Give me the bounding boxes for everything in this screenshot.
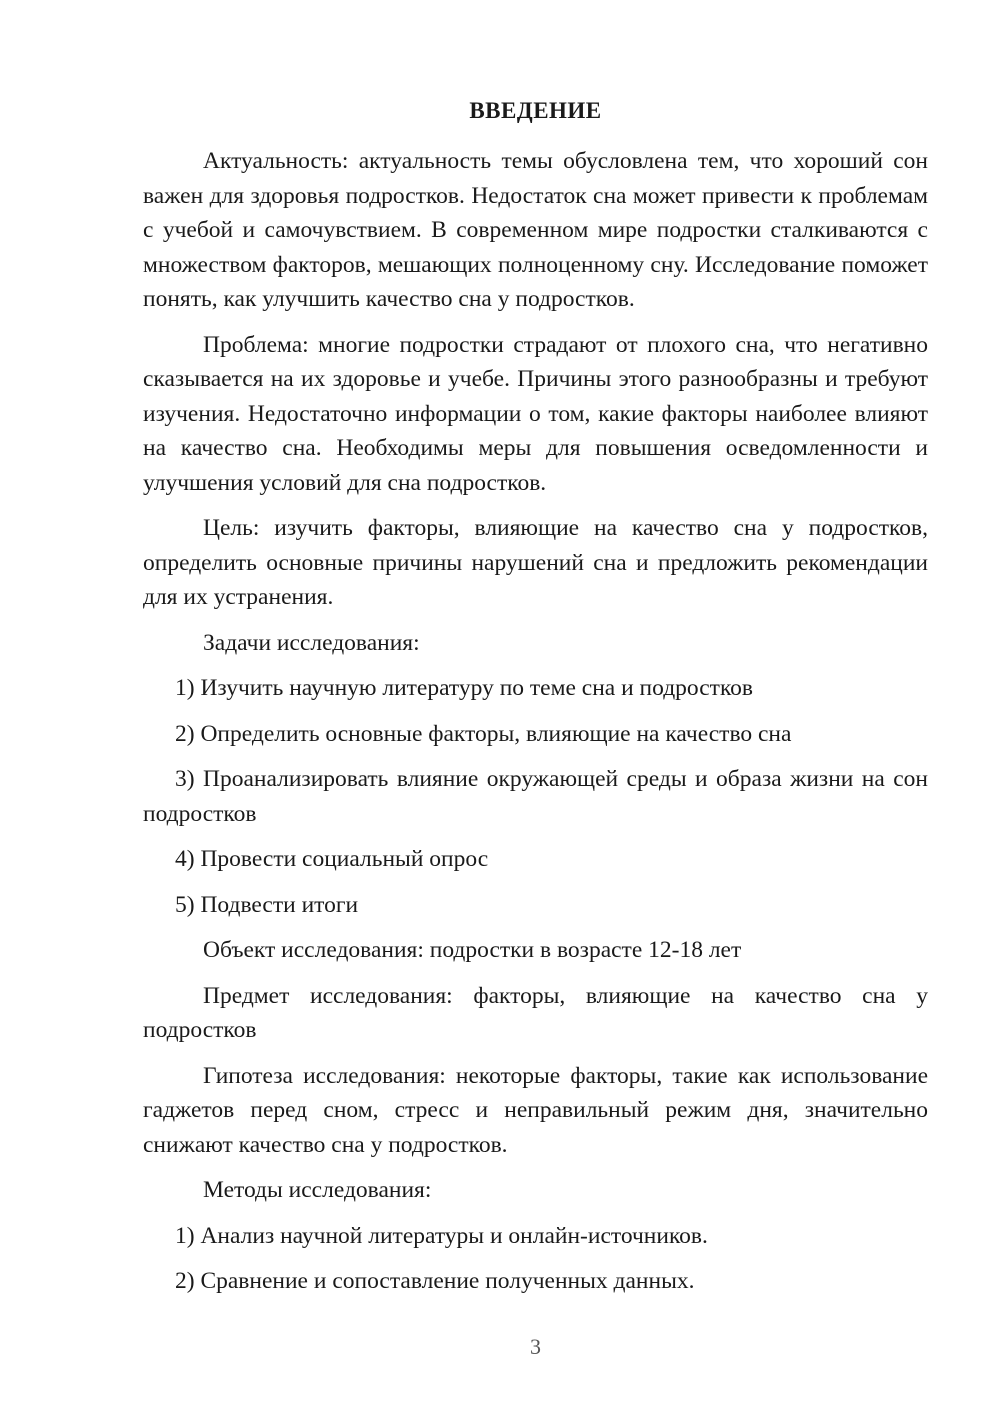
tasks-heading: Задачи исследования:	[203, 629, 420, 656]
paragraph-goal: Цель: изучить факторы, влияющие на качество сна у подростков, определить основные причины нарушений сна и предложить рекомендации для их устранения.	[143, 515, 928, 610]
method-item: 1) Анализ научной литературы и онлайн-источников.	[175, 1222, 708, 1249]
method-item: 2) Сравнение и сопоставление полученных данных.	[175, 1268, 695, 1294]
task-item: 5) Подвести итоги	[175, 891, 359, 918]
paragraph-object: Объект исследования: подростки в возрасте 12-18 лет	[203, 937, 742, 963]
document-page	[143, 0, 928, 1414]
task-item: 2) Определить основные факторы, влияющие на качество сна	[175, 720, 792, 747]
methods-heading: Методы исследования:	[203, 1177, 432, 1203]
paragraph-hypothesis: Гипотеза исследования: некоторые факторы, такие как использование гаджетов перед сном, стресс и неправильный режим дня, значительно снижают качество сна у подростков.	[143, 1062, 928, 1158]
task-item: 1) Изучить научную литературу по теме сна и подростков	[175, 675, 754, 701]
task-item: 4) Провести социальный опрос	[175, 846, 489, 872]
document-body	[143, 144, 928, 1310]
page-title: ВВЕДЕНИЕ	[469, 98, 602, 123]
paragraph-relevance: Актуальность: актуальность темы обусловлена тем, что хороший сон важен для здоровья подростков. Недостаток сна может привести к проблемам с учебой и самочувствием. В современном мире подростки сталкиваются с множеством факторов, мешающих полноценному сну. Исследование поможет понять, как улучшить качество сна у подростков.	[143, 148, 928, 312]
task-item: 3) Проанализировать влияние окружающей среды и образа жизни на сон подростков	[143, 766, 928, 827]
page-number: 3	[530, 1334, 541, 1359]
paragraph-subject: Предмет исследования: факторы, влияющие на качество сна у подростков	[143, 982, 928, 1043]
paragraph-problem: Проблема: многие подростки страдают от плохого сна, что негативно сказывается на их здоровье и учебе. Причины этого разнообразны и требуют изучения. Недостаточно информации о том, какие факторы наиболее влияют на качество сна. Необходимы меры для повышения осведомленности и улучшения условий для сна подростков.	[143, 331, 928, 496]
